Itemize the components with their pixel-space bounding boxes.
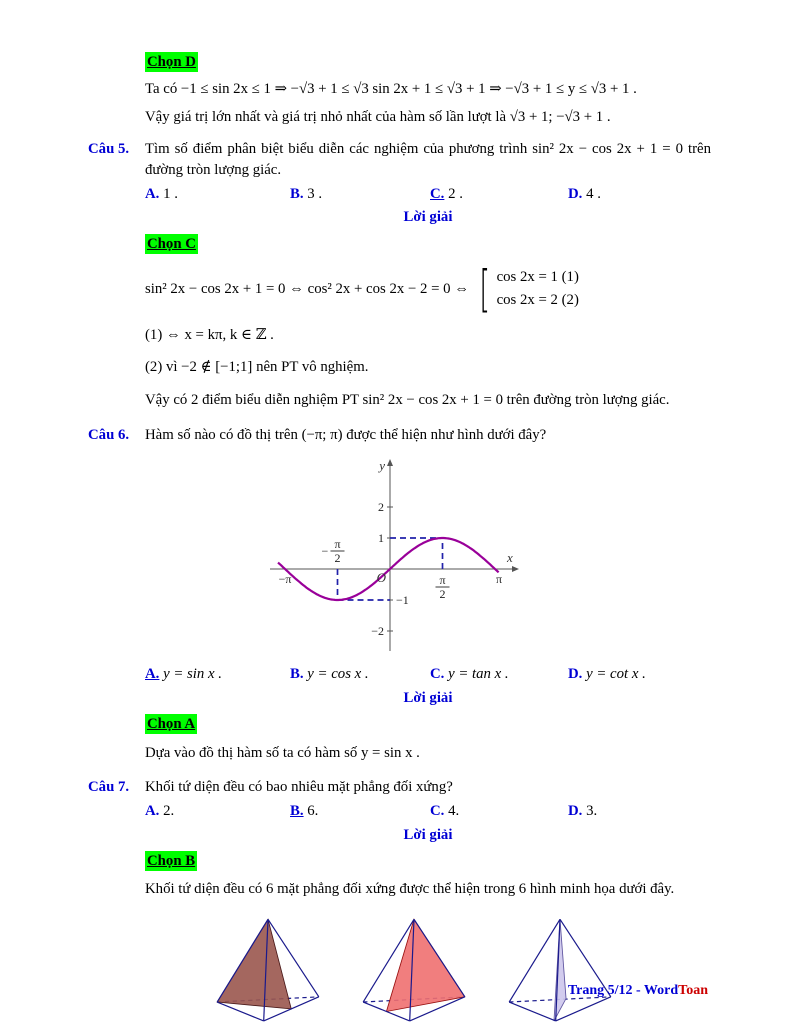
answer-option bbox=[430, 184, 568, 204]
answer-key: B. bbox=[290, 803, 304, 820]
svg-text:O: O bbox=[376, 569, 386, 585]
cau7-explanation: Khối tứ diện đều có 6 mặt phẳng đối xứng được thể hiện trong 6 hình minh họa dưới đây. bbox=[145, 881, 675, 898]
chon-a-row bbox=[145, 714, 792, 734]
left-bracket: [ bbox=[479, 259, 491, 318]
sine-graph bbox=[262, 454, 527, 654]
answer-text: 6. bbox=[303, 803, 319, 820]
chon-d-row bbox=[145, 52, 792, 72]
question-6-text: Hàm số nào có đồ thị trên (−π; π) được thể hiện như hình dưới đây? bbox=[145, 427, 547, 444]
question-5-text: Tìm số điểm phân biệt biểu diễn các nghiệm của phương trình sin² 2x − cos 2x + 1 = 0 trên đường tròn lượng giác. bbox=[145, 141, 711, 178]
question-5-label: Câu 5. bbox=[88, 141, 130, 158]
svg-text:−: − bbox=[321, 543, 329, 558]
answer-key: C. bbox=[430, 803, 445, 820]
svg-text:−1: −1 bbox=[396, 592, 409, 607]
case-line-2: cos 2x = 2 (2) bbox=[496, 292, 579, 309]
cau6-explanation: Dựa vào đồ thị hàm số ta có hàm số y = sin x . bbox=[145, 745, 420, 762]
answer-option bbox=[145, 801, 290, 821]
answer-key: D. bbox=[568, 186, 583, 203]
svg-text:2: 2 bbox=[334, 550, 341, 565]
answer-key: C. bbox=[430, 186, 445, 203]
answer-key: A. bbox=[145, 666, 160, 683]
page-footer bbox=[568, 981, 708, 1000]
loi-giai-heading-6: Lời giải bbox=[403, 689, 453, 706]
svg-text:π: π bbox=[495, 571, 503, 586]
question-7-label: Câu 7. bbox=[88, 778, 130, 795]
answer-text: 2 . bbox=[444, 186, 463, 203]
question-5 bbox=[0, 139, 792, 180]
answer-text: 4. bbox=[444, 803, 460, 820]
svg-text:1: 1 bbox=[378, 530, 384, 545]
answer-text: y = cot x . bbox=[582, 666, 646, 683]
answer-text: 4 . bbox=[582, 186, 601, 203]
question-6-label: Câu 6. bbox=[88, 427, 130, 444]
question-5-answers bbox=[145, 184, 792, 204]
solution-step-2: (2) vì −2 ∉ [−1;1] nên PT vô nghiệm. bbox=[145, 358, 369, 375]
answer-option bbox=[430, 801, 568, 821]
answer-text: y = tan x . bbox=[444, 666, 509, 683]
answer-text: 3. bbox=[582, 803, 598, 820]
answer-option bbox=[290, 801, 430, 821]
answer-option bbox=[290, 664, 430, 684]
answer-option bbox=[568, 801, 792, 821]
answer-key: A. bbox=[145, 186, 160, 203]
case-lines bbox=[497, 266, 579, 312]
answer-text: 3 . bbox=[303, 186, 323, 203]
loi-giai-heading-7: Lời giải bbox=[403, 826, 453, 843]
brand-toan: Toan bbox=[678, 982, 708, 998]
chon-c-row bbox=[145, 234, 792, 254]
svg-text:−π: −π bbox=[278, 571, 292, 586]
question-6-answers bbox=[145, 664, 792, 684]
tetrahedron-figures bbox=[212, 914, 792, 1028]
question-7-text: Khối tứ diện đều có bao nhiêu mặt phẳng đối xứng? bbox=[145, 778, 453, 795]
answer-text: 1 . bbox=[159, 186, 178, 203]
case-line-1: cos 2x = 1 (1) bbox=[496, 269, 579, 286]
svg-text:−2: −2 bbox=[371, 623, 384, 638]
question-7 bbox=[0, 777, 792, 797]
equation-main: sin² 2x − cos 2x + 1 = 0 ⇔ cos² 2x + cos 2x − 2 = 0 ⇔ bbox=[145, 280, 470, 297]
answer-key: A. bbox=[145, 803, 160, 820]
answer-key: D. bbox=[568, 803, 583, 820]
answer-key: C. bbox=[430, 666, 445, 683]
svg-text:2: 2 bbox=[439, 586, 446, 601]
equation-cases bbox=[145, 259, 792, 318]
tetrahedron-figure-3 bbox=[504, 914, 616, 1028]
loi-giai-heading-5: Lời giải bbox=[403, 209, 453, 226]
chon-b-row bbox=[145, 851, 792, 871]
answer-key: B. bbox=[290, 666, 304, 683]
answer-option bbox=[568, 184, 792, 204]
brand-word: Word bbox=[643, 982, 679, 998]
answer-text: y = cos x . bbox=[303, 666, 369, 683]
answer-key: D. bbox=[568, 666, 583, 683]
symmetry-plane-1 bbox=[217, 919, 291, 1009]
cau6-graph-figure bbox=[262, 454, 792, 660]
answer-option bbox=[430, 664, 568, 684]
chon-c-highlight: Chọn C bbox=[145, 234, 198, 254]
chon-b-highlight: Chọn B bbox=[145, 851, 197, 871]
page-number: Trang 5/12 - bbox=[567, 982, 644, 998]
tetrahedron-figure-1 bbox=[212, 914, 324, 1028]
svg-text:y: y bbox=[379, 457, 385, 473]
svg-text:π: π bbox=[439, 572, 446, 587]
answer-option bbox=[145, 664, 290, 684]
answer-option bbox=[568, 664, 792, 684]
solution-conclusion: Vậy có 2 điểm biểu diễn nghiệm PT sin² 2x − cos 2x + 1 = 0 trên đường tròn lượng giác. bbox=[145, 391, 670, 408]
answer-text: 2. bbox=[159, 803, 175, 820]
symmetry-plane-2 bbox=[386, 919, 464, 1011]
solution-step-1: (1) ⇔ x = kπ, k ∈ ℤ . bbox=[145, 327, 274, 344]
chon-a-highlight: Chọn A bbox=[145, 714, 197, 734]
question-7-answers bbox=[145, 801, 792, 821]
svg-text:x: x bbox=[507, 549, 513, 565]
answer-option bbox=[290, 184, 430, 204]
solution-line-1: Ta có −1 ≤ sin 2x ≤ 1 ⇒ −√3 + 1 ≤ √3 sin 2x + 1 ≤ √3 + 1 ⇒ −√3 + 1 ≤ y ≤ √3 + 1 . bbox=[145, 81, 637, 98]
svg-text:π: π bbox=[334, 536, 341, 551]
answer-text: y = sin x . bbox=[159, 666, 222, 683]
chon-d-highlight: Chọn D bbox=[145, 52, 198, 72]
solution-line-2: Vậy giá trị lớn nhất và giá trị nhỏ nhất của hàm số lần lượt là √3 + 1; −√3 + 1 . bbox=[145, 108, 611, 125]
svg-text:2: 2 bbox=[378, 499, 384, 514]
tetrahedron-figure-2 bbox=[358, 914, 470, 1028]
question-6 bbox=[0, 425, 792, 445]
answer-option bbox=[145, 184, 290, 204]
answer-key: B. bbox=[290, 186, 304, 203]
